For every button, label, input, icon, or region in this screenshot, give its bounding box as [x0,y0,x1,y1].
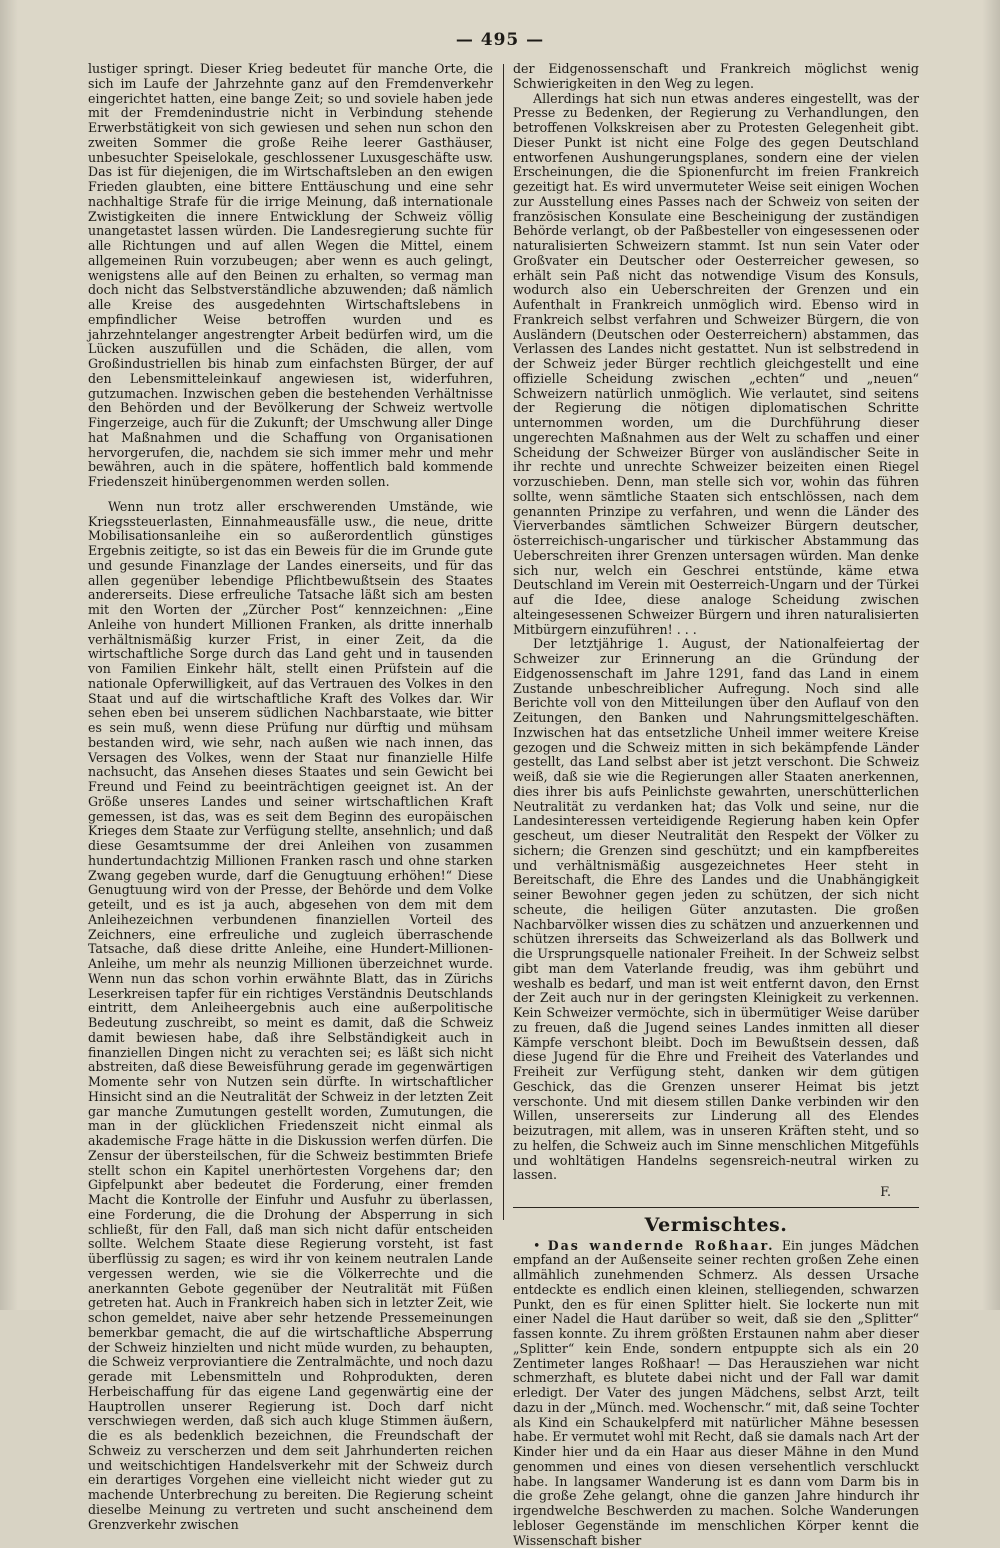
section-divider [513,1207,919,1208]
right-paragraph-1: der Eidgenossenschaft und Frankreich möglichst wenig Schwierigkeiten in den Weg zu legen. [513,62,919,92]
misc-article-title: Das wandernde Roßhaar. [548,1238,775,1253]
column-divider [503,64,504,1220]
bullet-marker: • [533,1238,540,1253]
left-column [88,62,493,1288]
right-paragraph-2: Allerdings hat sich nun etwas anderes eingestellt, was der Presse zu Bedenken, der Regierung zu Verhandlungen, den betroffenen Volkskreisen aber zu Protesten Gelegenheit gibt. Dieser Punkt ist nicht eine Folge des gegen Deutschland entworfenen Aushungerungsplanes, sondern eine der vielen Erscheinungen, die die Spionenfurcht im freien Frankreich gezeitigt hat. Es wird unvermuteter Weise seit einigen Wochen zur Ausstellung eines Passes nach der Schweiz von seiten der französischen Konsulate eine Bescheinigung der zuständigen Behörde verlangt, ob der Paßbesteller von eingesessenen oder naturalisierten Schweizern stammt. Ist nun sein Vater oder Großvater ein Deutscher oder Oesterreicher gewesen, so erhält sein Paß nicht das notwendige Visum des Konsuls, wodurch also ein Ueberschreiten der Grenzen und ein Aufenthalt in Frankreich unmöglich wird. Ebenso wird in Frankreich selbst verfahren und Schweizer Bürgern, die von Ausländern (Deutschen oder Oesterreichern) abstammen, das Verlassen des Landes nicht gestattet. Nun ist selbstredend in der Schweiz jeder Bürger rechtlich gleichgestellt und eine offizielle Scheidung zwischen „echten“ und „neuen“ Schweizern natürlich unmöglich. Wie verlautet, sind seitens der Regierung die nötigen diplomatischen Schritte unternommen worden, um die Durchführung dieser ungerechten Maßnahmen aus der Welt zu schaffen und einer Scheidung der Schweizer Bürger von ausländischer Seite in ihr rechte und unrechte Schweizer beizeiten einen Riegel vorzuschieben. Denn, man stelle sich vor, wohin das führen sollte, wenn sämtliche Staaten sich entschlössen, nach dem genannten Prinzipe zu verfahren, und wenn die Länder des Vierverbandes sämtlichen Schweizer Bürgern deutscher, österreichisch-ungarischer und türkischer Abstammung das Ueberschreiten ihrer Grenzen untersagen würden. Man denke sich nur, welch ein Geschrei entstünde, käme etwa Deutschland im Verein mit Oesterreich-Ungarn und der Türkei auf die Idee, diese analoge Scheidung zwischen alteingesessenen Schweizer Bürgern und ihren naturalisierten Mitbürgern einzuführen! . . . [513,92,919,638]
left-paragraph-1: lustiger springt. Dieser Krieg bedeutet für manche Orte, die sich im Laufe der Jahrzehnte ganz auf den Fremdenverkehr eingerichtet hatten, eine bange Zeit; so und soviele haben jede mit der Fremdenindustrie nicht in Verbindung stehende Erwerbstätigkeit von sich gewiesen und sehen nun schon den zweiten Sommer die große Reihe leerer Gasthäuser, unbesuchter Speiselokale, geschlossener Luxusgeschäfte usw. Das ist für diejenigen, die im Wirtschaftsleben an den ewigen Frieden glaubten, eine bittere Enttäuschung und eine sehr nachhaltige Strafe für die irrige Meinung, daß internationale Zwistigkeiten die innere Entwicklung der Schweiz völlig unangetastet lassen würden. Die Landesregierung suchte für alle Richtungen und auf allen Wegen die Mittel, einem allgemeinen Ruin vorzubeugen; aber wenn es auch gelingt, wenigstens alle auf den Beinen zu erhalten, so vermag man doch nicht das Selbstverständliche abzuwenden; daß nämlich alle Kreise des ausgedehnten Wirtschaftslebens in empfindlicher Weise betroffen wurden und es jahrzehntelanger angestrengter Arbeit bedürfen wird, um die Lücken auszufüllen und die Schäden, die allen, vom Großindustriellen bis hinab zum einfachsten Bürger, der auf den Lebensmitteleinkauf angewiesen ist, widerfuhren, gutzumachen. Inzwischen geben die bestehenden Verhältnisse den Behörden und der Bevölkerung der Schweiz wertvolle Fingerzeige, auch für die Zukunft; der Umschwung aller Dinge hat Maßnahmen und die Schaffung von Organisationen hervorgerufen, die, nachdem sie sich immer mehr und mehr bewähren, auch in die spätere, hoffentlich bald kommende Friedenszeit hinübergenommen werden sollen. [88,62,493,490]
right-paragraph-3: Der letztjährige 1. August, der Nationalfeiertag der Schweizer zur Erinnerung an die Gründung der Eidgenossenschaft im Jahre 1291, fand das Land in einem Zustande unbeschreiblicher Aufregung. Noch sind alle Berichte voll von den Mitteilungen über den Auflauf von den Zeitungen, den Banken und Nahrungsmittelgeschäften. Inzwischen hat das entsetzliche Unheil immer weitere Kreise gezogen und die Schweiz mitten in sich bekämpfende Länder gestellt, das Land selbst aber ist jetzt verschont. Die Schweiz weiß, daß sie wie die Regierungen aller Staaten anerkennen, dies ihrer bis aufs Peinlichste gewahrten, unerschütterlichen Neutralität zu verdanken hat; das Volk und seine, nur die Landesinteressen verteidigende Regierung haben kein Opfer gescheut, um dieser Neutralität den Respekt der Völker zu sichern; die Grenzen sind geschützt; und ein kampfbereites und verhältnismäßig ausgezeichnetes Heer steht in Bereitschaft, die Ehre des Landes und die Unabhängigkeit seiner Bewohner gegen jeden zu schützen, der sich nicht scheute, die heiligen Güter anzutasten. Die großen Nachbarvölker wissen dies zu schätzen und anzuerkennen und schützen ihrerseits das Schweizerland als das Bollwerk und die Ursprungsquelle nationaler Freiheit. In der Schweiz selbst gibt man dem Vaterlande freudig, was ihm gebührt und weshalb es bedarf, und man ist weit entfernt davon, den Ernst der Zeit auch nur in der geringsten Kleinigkeit zu verkennen. Kein Schweizer vermöchte, sich in übermütiger Weise darüber zu freuen, daß die Jugend seines Landes inmitten all dieser Kämpfe verschont bleibt. Doch im Bewußtsein dessen, daß diese Jugend für die Ehre und Freiheit des Vaterlandes und Freiheit zur Verfügung steht, danken wir dem gütigen Geschick, das die Grenzen unserer Heimat bis jetzt verschonte. Und mit diesem stillen Danke verbinden wir den Willen, unsererseits zur Linderung all des Elendes beizutragen, mit allem, was in unseren Kräften steht, und so zu helfen, die Schweiz auch im Sinne menschlichen Mitgefühls und wohltätigen Handelns segensreich-neutral wirken zu lassen. [513,637,919,1183]
left-paragraph-2: Wenn nun trotz aller erschwerenden Umstände, wie Kriegssteuerlasten, Einnahmeausfälle usw., die neue, dritte Mobilisationsanleihe ein so außerordentlich günstiges Ergebnis zeitigte, so ist das ein Beweis für die im Grunde gute und gesunde Finanzlage der Landes einerseits, und für das allen gegenüber lebendige Pflichtbewußtsein des Staates andererseits. Diese erfreuliche Tatsache läßt sich am besten mit den Worten der „Zürcher Post“ kennzeichnen: „Eine Anleihe von hundert Millionen Franken, als dritte innerhalb verhältnismäßig kurzer Frist, in einer Zeit, da die wirtschaftliche Sorge durch das Land geht und in tausenden von Familien Einkehr hält, stellt einen Prüfstein auf die nationale Opferwilligkeit, auf das Vertrauen des Volkes in den Staat und auf die wirtschaftliche Kraft des Volkes dar. Wir sehen eben bei unserem südlichen Nachbarstaate, wie bitter es sein muß, wenn diese Prüfung nur dürftig und mühsam bestanden wird, wie sehr, nach außen wie nach innen, das Versagen des Volkes, wenn der Staat nur finanzielle Hilfe nachsucht, das Ansehen dieses Staates und sein Gewicht bei Freund und Feind zu beeinträchtigen geeignet ist. An der Größe unseres Landes und seiner wirtschaftlichen Kraft gemessen, ist das, was es seit dem Beginn des europäischen Krieges dem Staate zur Verfügung stellte, ansehnlich; und daß diese Gesamtsumme der drei Anleihen von zusammen hundertundachtzig Millionen Franken rasch und ohne starken Zwang gegeben wurde, darf die Genugtuung erhöhen!“ Diese Genugtuung wird von der Presse, der Behörde und dem Volke geteilt, und es ist ja auch, abgesehen von dem mit dem Anleihezeichnen verbundenen finanziellen Vorteil des Zeichners, eine erfreuliche und zugleich überraschende Tatsache, daß diese dritte Anleihe, eine Hundert-Millionen-Anleihe, um mehr als neunzig Millionen überzeichnet wurde. Wenn nun das schon vorhin erwähnte Blatt, das in Zürichs Leserkreisen tapfer für ein richtiges Verständnis Deutschlands eintritt, dem Anleiheergebnis auch eine außerpolitische Bedeutung zuschreibt, so meint es damit, daß die Schweiz damit bewiesen habe, daß ihre Selbständigkeit auch in finanziellen Dingen nicht zu verachten sei; es läßt sich nicht abstreiten, daß diese Beweisführung gerade im gegenwärtigen Momente sehr von Nutzen sein dürfte. In wirtschaftlicher Hinsicht sind an die Neutralität der Schweiz in der letzten Zeit gar manche Zumutungen gestellt worden, Zumutungen, die man in der glücklichen Friedenszeit nicht einmal als akademische Frage hätte in die Diskussion werfen dürfen. Die Zensur der übersteilschen, für die Schweiz bestimmten Briefe stellt schon ein Kapitel unerhörtesten Vorgehens dar; den Gipfelpunkt aber bedeutet die Forderung, einer fremden Macht die Kontrolle der Einfuhr und Ausfuhr zu überlassen, eine Forderung, die die Drohung der Absperrung in sich schließt, für den Fall, daß man sich nicht dafür entscheiden sollte. Welchem Staate diese Regierung vorsteht, ist fast überflüssig zu sagen; es wird ihr von keinem neutralen Lande vergessen werden, wie sie die Völkerrechte und die anerkannten Gebote gegenüber der Neutralität mit Füßen getreten hat. Auch in Frankreich haben sich in letzter Zeit, wie schon gemeldet, naive aber sehr hetzende Pressemeinungen bemerkbar gemacht, die auf die wirtschaftliche Absperrung der Schweiz hinzielten und nicht müde wurden, zu behaupten, die Schweiz verproviantiere die Zentralmächte, und noch dazu gerade mit Lebensmitteln und Rohprodukten, deren Herbeischaffung für das eigene Land gegenwärtig eine der Hauptrollen unserer Regierung ist. Doch darf nicht verschwiegen werden, daß sich auch kluge Stimmen äußern, die es als bedenklich bezeichnen, die Freundschaft der Schweiz zu verscherzen und dem seit Jahrhunderten reichen und weitschichtigen Handelsverkehr mit der Schweiz durch ein derartiges Vorgehen eine vielleicht nicht wieder gut zu machende Unterbrechung zu bereiten. Die Regierung scheint dieselbe Meinung zu vertreten und sucht anscheinend dem Grenzverkehr zwischen [88,500,493,1533]
article-signature: F. [513,1185,919,1200]
page-edge-right [982,0,1000,1310]
page-edge-left [0,0,18,1310]
right-column [513,62,919,1288]
page-number: — 495 — [0,30,1000,50]
misc-article-body: Ein junges Mädchen empfand an der Außenseite seiner rechten großen Zehe einen allmählich zunehmenden Schmerz. Als dessen Ursache entdeckte es endlich einen kleinen, stelliegenden, schwarzen Punkt, den es für einen Splitter hielt. Sie lockerte nun mit einer Nadel die Haut darüber so weit, daß sie den „Splitter“ fassen konnte. Zu ihrem größten Erstaunen nahm aber dieser „Splitter“ kein Ende, sondern entpuppte sich als ein 20 Zentimeter langes Roßhaar! — Das Herausziehen war nicht schmerzhaft, es blutete dabei nicht und der Fall war damit erledigt. Der Vater des jungen Mädchens, selbst Arzt, teilt dazu in der „Münch. med. Wochenschr.“ mit, daß seine Tochter als Kind ein Schaukelpferd mit natürlicher Mähne besessen habe. Er vermutet wohl mit Recht, daß sie damals nach Art der Kinder hier und da ein Haar aus dieser Mähne in den Mund genommen und eines von diesen versehentlich verschluckt habe. In langsamer Wanderung ist es dann vom Darm bis in die große Zehe gelangt, ohne die ganzen Jahre hindurch ihr irgendwelche Beschwerden zu machen. Solche Wanderungen lebloser Gegenstände im menschlichen Körper kennt die Wissenschaft bisher [513,1238,919,1548]
misc-article [513,1239,919,1548]
section-heading: Vermischtes. [513,1218,919,1233]
